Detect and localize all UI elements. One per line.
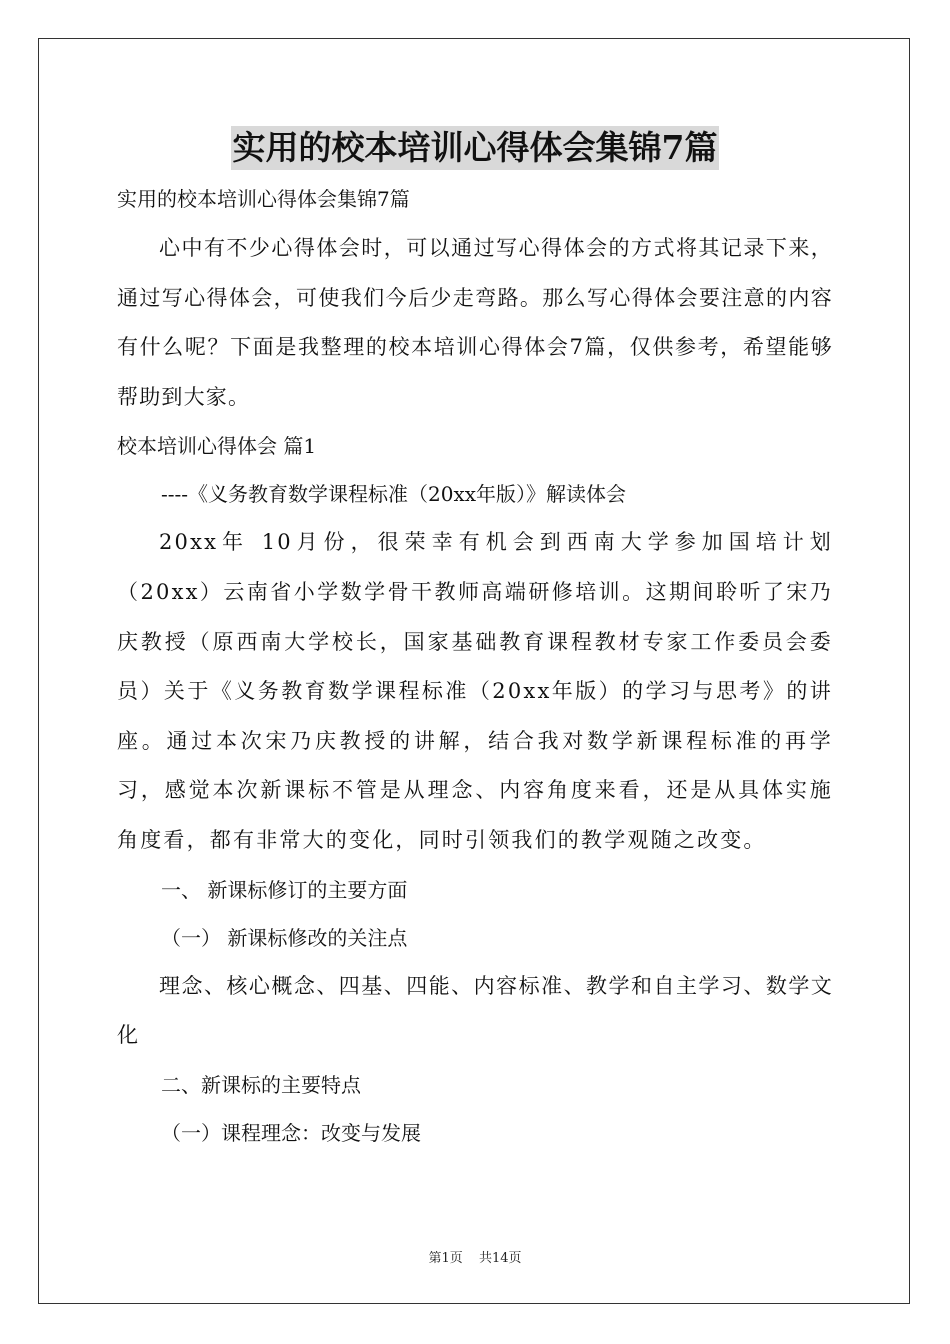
document-subtitle: 实用的校本培训心得体会集锦7篇 (117, 187, 410, 211)
section1-subheading: ----《义务教育数学课程标准（20xx年版）》解读体会 (161, 482, 627, 507)
intro-paragraph: 心中有不少心得体会时，可以通过写心得体会的方式将其记录下来，通过写心得体会，可使我们今后少走弯路。那么写心得体会要注意的内容有什么呢？下面是我整理的校本培训心得体会7篇，仅供参考，希望能够帮助到大家。 (117, 236, 833, 409)
page-number-total: 共14页 (478, 1251, 522, 1266)
heading-two-sub: （一）课程理念：改变与发展 (161, 1120, 421, 1145)
section1-paragraph: 20xx年 10月份，很荣幸有机会到西南大学参加国培计划（20xx）云南省小学数学骨干教师高端研修培训。这期间聆听了宋乃庆教授（原西南大学校长，国家基础教育课程教材专家工作委员会委员）关于《义务教育数学课程标准（20xx年版）的学习与思考》的讲座。通过本次宋乃庆教授的讲解，结合我对数学新课程标准的再学习，感觉本次新课标不管是从理念、内容角度来看，还是从具体实施角度看，都有非常大的变化，同时引领我们的教学观随之改变。 (117, 530, 833, 852)
document-title: 实用的校本培训心得体会集锦7篇 (231, 126, 720, 170)
page-number-current: 第1页 (428, 1251, 463, 1266)
title-container (0, 126, 950, 170)
heading-two: 二、新课标的主要特点 (161, 1072, 361, 1097)
document-body (117, 176, 833, 1157)
page-footer (0, 1247, 950, 1266)
heading-one-sub: （一） 新课标修改的关注点 (161, 925, 408, 950)
focus-points-paragraph: 理念、核心概念、四基、四能、内容标准、教学和自主学习、数学文化 (117, 973, 833, 1048)
section1-heading: 校本培训心得体会 篇1 (117, 434, 317, 459)
heading-one: 一、 新课标修订的主要方面 (161, 877, 408, 902)
